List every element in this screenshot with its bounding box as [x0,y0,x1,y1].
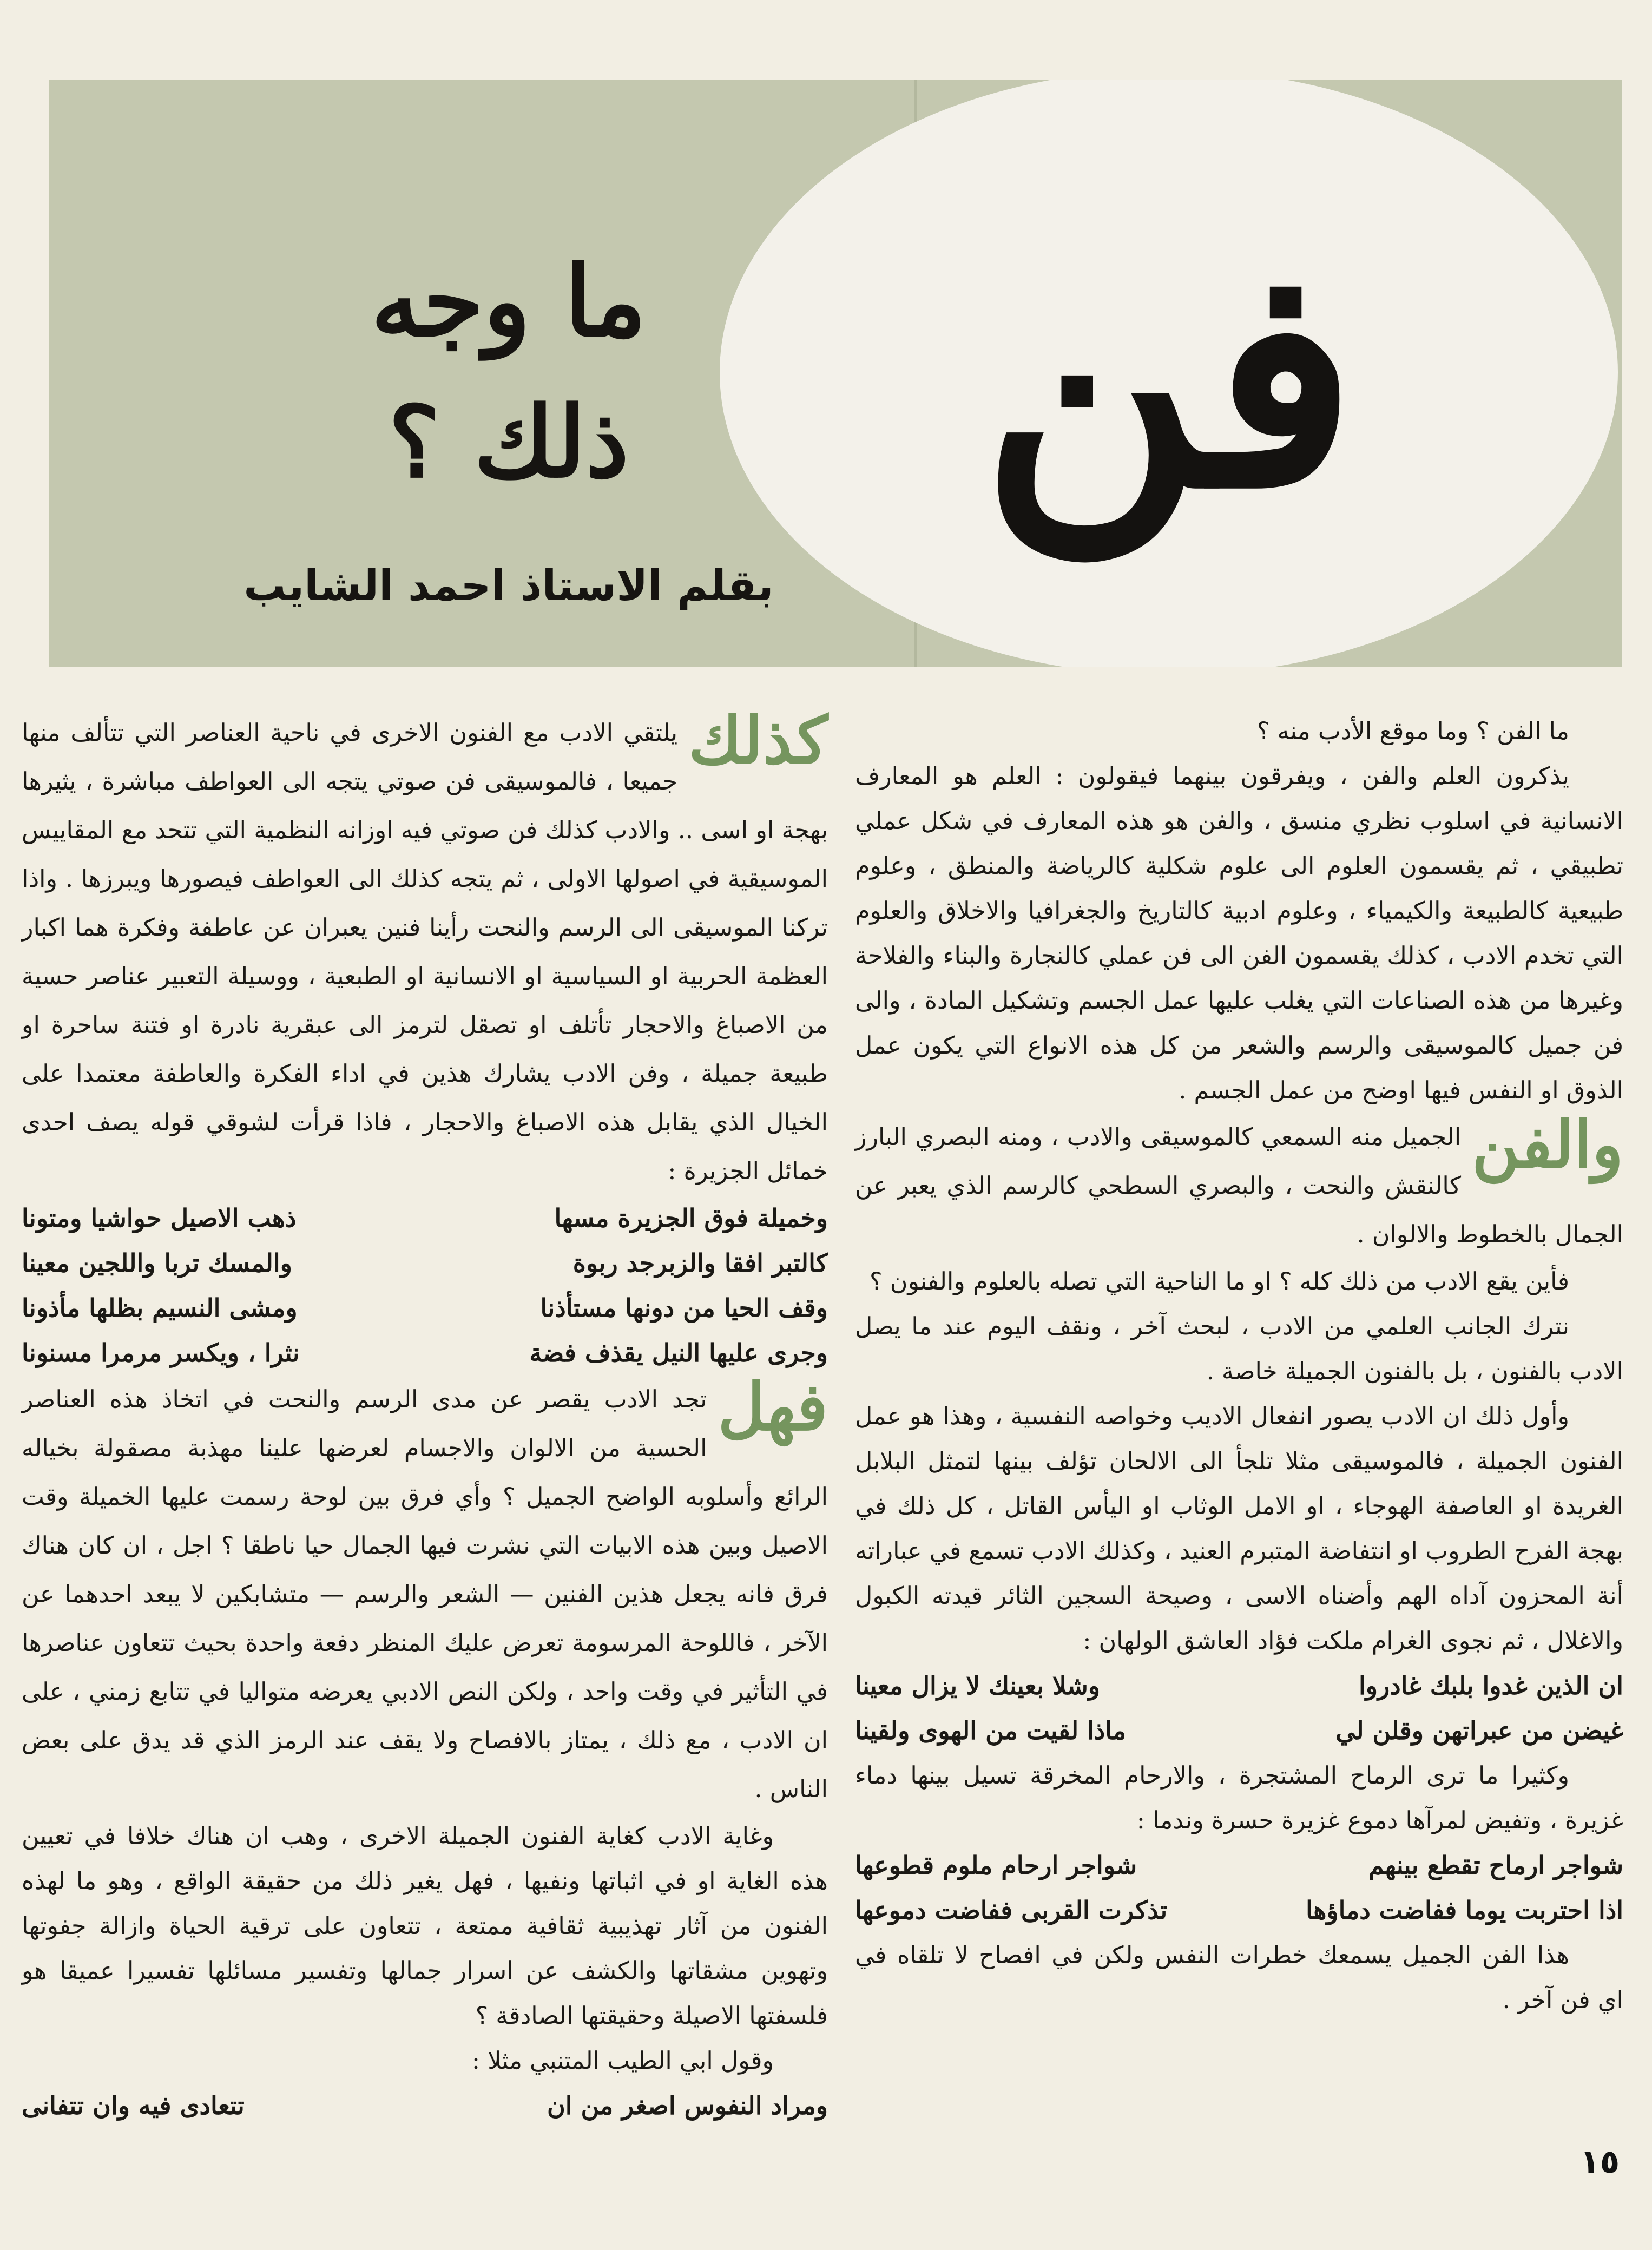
verse-line [855,1843,1623,1888]
paragraph [855,1107,1623,1259]
hemistich: غيضن من عبراتهن وقلن لي [1335,1716,1623,1745]
verse-line [855,1663,1623,1708]
hemistich: وخميلة فوق الجزيرة مسها [554,1203,828,1233]
verse-line [22,2083,828,2128]
paragraph-text: الجميل منه السمعي كالموسيقى والادب ، ومنه البصري البارز كالنقش والنحت ، والبصري السطحي كالرسم الذي يعبر عن الجمال بالخطوط والالوان . [855,1123,1623,1248]
paragraph: ما الفن ؟ وما موقع الأدب منه ؟ [1256,718,1569,745]
paragraph [22,702,828,1196]
paragraph [22,1369,828,1814]
poem-block [855,1843,1623,1933]
hemistich: شواجر ارماح تقطع بينهم [1368,1851,1623,1880]
paragraph: وأول ذلك ان الادب يصور انفعال الاديب وخواصه النفسية ، وهذا هو عمل الفنون الجميلة ، فالموسيقى مثلا تلجأ الى الالحان تؤلف بينها لتمثل البلابل الغريدة او العاصفة الهوجاء ، او الامل الوثاب او اليأس القاتل ، كل ذلك في بهجة الفرح الطروب او انتفاضة المتبرم العنيد ، وكذلك الادب تسمع في عباراته أنة المحزون آداه الهم وأضناه الاسى ، وصيحة السجين الثائر قيدته الكبول والاغلال ، ثم نجوى الغرام ملكت فؤاد العاشق الولهان : [855,1403,1623,1655]
hemistich: تتعادى فيه وان تتفانى [22,2091,245,2120]
paragraph: وقول ابي الطيب المتنبي مثلا : [471,2047,774,2075]
hemistich: تذكرت القربى ففاضت دموعها [855,1896,1168,1925]
hemistich: ان الذين غدوا بلبك غادروا [1358,1671,1623,1700]
paragraph: نترك الجانب العلمي من الادب ، لبحث آخر ، ونقف اليوم عند ما يصل الادب بالفنون ، بل بالفنون الجميلة خاصة . [855,1313,1623,1385]
hemistich: ماذا لقيت من الهوى ولقينا [855,1716,1127,1745]
author-byline: بقلم الاستاذ احمد الشايب [243,562,774,610]
paragraph-text: يلتقي الادب مع الفنون الاخرى في ناحية العناصر التي تتألف منها جميعا ، فالموسيقى فن صوتي يتجه الى العواطف مباشرة ، يثيرها بهجة او اسى .. والادب كذلك فن صوتي فيه اوزانه النظمية التي تتحد مع المقاييس الموسيقية في اصولها الاولى ، ثم يتجه كذلك الى العواطف فيصورها ويبرزها . واذا تركنا الموسيقى الى الرسم والنحت رأينا فنين يعبران عن عاطفة وفكرة هما اكبار العظمة الحربية او السياسية او الانسانية او الطبعية ، ووسيلة التعبير عناصر حسية من الاصباغ والاحجار تأتلف او تصقل لترمز الى عبقرية نادرة او فتنة ساحرة او طبيعة جميلة ، وفن الادب يشارك هذين في اداء الفكرة والعاطفة معتمدا على الخيال الذي يقابل هذه الاصباغ والاحجار ، فاذا قرأت لشوقي قوله يصف احدى خمائل الجزيرة : [22,719,828,1185]
paragraph: فأين يقع الادب من ذلك كله ؟ او ما الناحية التي تصله بالعلوم والفنون ؟ [870,1268,1569,1295]
hemistich: وشلا بعينك لا يزال معينا [855,1671,1101,1700]
page-number: ١٥ [1580,2143,1620,2181]
hemistich: كالتبر افقا والزبرجد ربوة [572,1248,828,1278]
paragraph: يذكرون العلم والفن ، ويفرقون بينهما فيقولون : العلم هو المعارف الانسانية في اسلوب نظري منسق ، والفن هو هذه المعارف في شكل عملي تطبيقي ، ثم يقسمون العلوم الى علوم شكلية كالرياضة والمنطق ، وعلوم طبيعية كالطبيعة والكيمياء ، وعلوم ادبية كالتاريخ والجغرافيا والاخلاق والعلوم التي تخدم الادب ، كذلك يقسمون الفن الى فن عملي كالنجارة والبناء والفلاحة وغيرها من هذه الصناعات التي يغلب عليها عمل الجسم وتشكيل المادة ، والى فن جميل كالموسيقى والرسم والشعر من كل هذه الانواع التي يكون عمل الذوق او النفس فيها اوضح من عمل الجسم . [855,762,1623,1104]
verse-line [22,1241,828,1286]
paragraph: وكثيرا ما ترى الرماح المشتجرة ، والارحام المخرقة تسيل بينها دماء غزيرة ، وتفيض لمرآها دموع غزيرة حسرة وندما : [855,1762,1623,1834]
hemistich: نثرا ، ويكسر مرمرا مسنونا [22,1338,300,1367]
hemistich: ومراد النفوس اصغر من ان [547,2091,828,2120]
dropcap-word: فهل [718,1369,828,1445]
right-column [855,709,1623,2116]
poem-block [22,1196,828,1376]
hemistich: ومشى النسيم بظلها مأذونا [22,1293,298,1323]
verse-line [22,1286,828,1331]
verse-line [22,1331,828,1376]
hemistich: شواجر ارحام ملوم قطوعها [855,1851,1137,1880]
hemistich: وقف الحيا من دونها مستأذنا [540,1293,828,1323]
poem-block [855,1663,1623,1753]
poem-block [22,2083,828,2128]
hemistich: ذهب الاصيل حواشيا ومتونا [22,1203,297,1233]
paragraph: هذا الفن الجميل يسمعك خطرات النفس ولكن في افصاح لا تلقاه في اي فن آخر . [855,1942,1623,2014]
subtitle-line-2: ذلك ؟ [388,385,629,499]
hemistich: والمسك تربا واللجين معينا [22,1248,292,1278]
dropcap-word: والفن [1472,1107,1623,1183]
verse-line [855,1888,1623,1933]
subtitle-line-1: ما وجه [371,245,647,359]
hemistich: اذا احتربت يوما ففاضت دماؤها [1306,1896,1623,1925]
hemistich: وجرى عليها النيل يقذف فضة [529,1338,828,1367]
verse-line [22,1196,828,1241]
verse-line [855,1708,1623,1753]
header-banner [49,80,1622,667]
main-title-calligraphy: فن [981,200,1357,556]
left-column [22,702,828,2120]
dropcap-word: كذلك [688,702,828,779]
paragraph: وغاية الادب كغاية الفنون الجميلة الاخرى ، وهب ان هناك خلافا في تعيين هذه الغاية او في اثباتها ونفيها ، فهل يغير ذلك من حقيقة الواقع ، وهو ما لهذه الفنون من آثار تهذيبية ثقافية ممتعة ، تتعاون على ترقية الحياة وازالة جفوتها وتهوين مشقاتها والكشف عن اسرار جمالها وتفسير مسائلها تفسيرا عميقا هو فلسفتها الاصيلة وحقيقتها الصادقة ؟ [22,1823,828,2030]
paragraph-text: تجد الادب يقصر عن مدى الرسم والنحت في اتخاذ هذه العناصر الحسية من الالوان والاجسام لعرضها علينا مهذبة مصقولة بخياله الرائع وأسلوبه الواضح الجميل ؟ وأي فرق بين لوحة رسمت عليها الخميلة وقت الاصيل وبين هذه الابيات التي نشرت فيها الجمال حيا ناطقا ؟ اجل ، ان كان هناك فرق فانه يجعل هذين الفنين — الشعر والرسم — متشابكين لا يبعد احدهما عن الآخر ، فاللوحة المرسومة تعرض عليك المنظر دفعة واحدة بحيث تتعاون عناصرها في التأثير في وقت واحد ، ولكن النص الادبي يعرضه متواليا في تتابع زمني ، على ان الادب ، مع ذلك ، يمتاز بالافصاح ولا يقف عند الرمز الذي قد يدق على بعض الناس . [22,1386,828,1803]
